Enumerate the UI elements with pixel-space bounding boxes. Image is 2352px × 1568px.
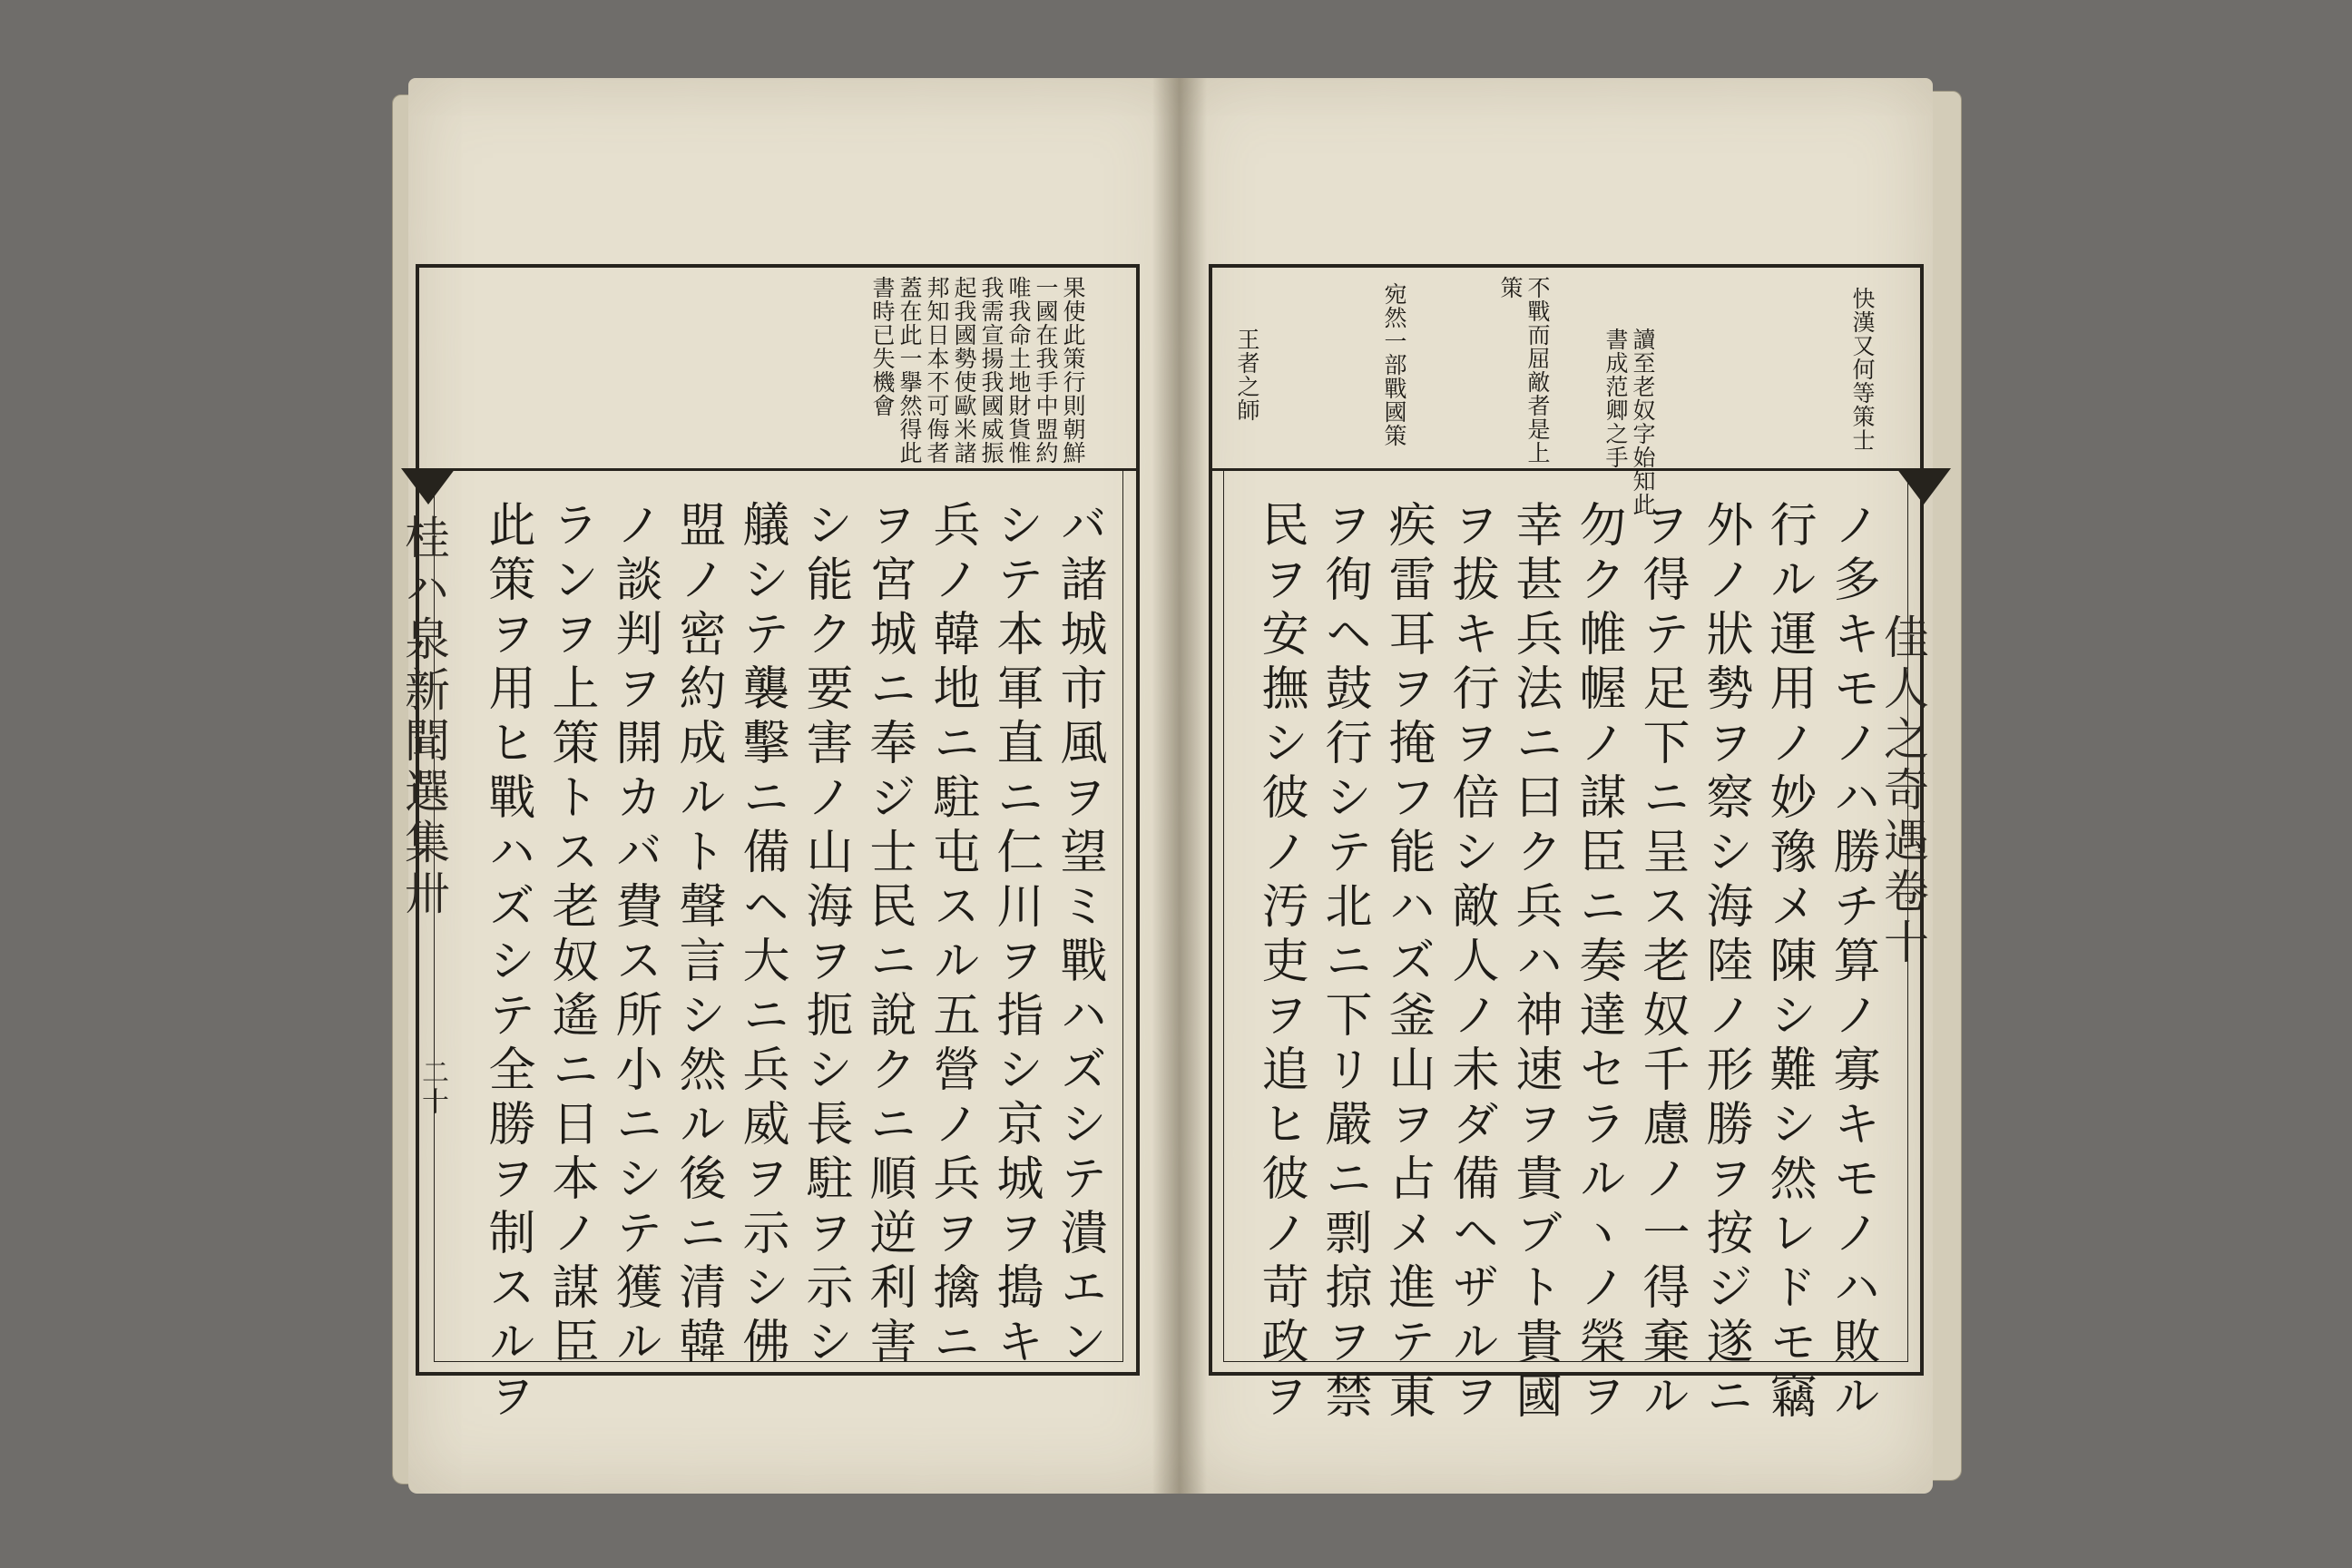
right-page — [1180, 78, 1933, 1494]
left-page — [397, 78, 1180, 1494]
left-text-column: ヲ宮城ニ奉ジ士民ニ說クニ順逆利害 — [861, 500, 916, 1371]
right-text-column: ノ多キモノハ勝チ算ノ寡キモノハ敗ル — [1825, 500, 1879, 1426]
right-head-note: 快漢又何等策士 — [1849, 287, 1876, 452]
left-text-column: 盟ノ密約成ルト聲言シ然ル後ニ清韓 — [671, 500, 725, 1371]
right-head-note: 策 — [1497, 276, 1524, 299]
left-text-column: 艤シテ襲擊ニ備ヘ大ニ兵威ヲ示シ佛 — [734, 500, 789, 1371]
left-head-note: 邦知日本不可侮者 — [924, 276, 950, 465]
right-head-note: 王者之師 — [1234, 328, 1260, 422]
left-text-column: 兵ノ韓地ニ駐屯スル五營ノ兵ヲ擒ニ — [925, 500, 979, 1371]
left-text-column: シ能ク要害ノ山海ヲ扼シ長駐ヲ示シ — [798, 500, 852, 1371]
right-margin-title: 佳人之奇遇卷十 — [1877, 613, 1929, 969]
right-text-column: 勿ク帷幄ノ謀臣ニ奏達セラルヽノ榮ヲ — [1571, 500, 1625, 1426]
left-text-column: 此策ヲ用ヒ戰ハズシテ全勝ヲ制スルヲ — [480, 500, 534, 1426]
left-text-column: ランヲ上策トス老奴遙ニ日本ノ謀臣 — [544, 500, 598, 1371]
book-gutter — [1152, 78, 1207, 1494]
right-head-note: 書成范卿之手 — [1602, 328, 1629, 469]
right-text-column: 疾雷耳ヲ掩フ能ハズ釜山ヲ占メ進テ東 — [1380, 500, 1435, 1426]
left-margin-title: 桂ハ泉新聞選集卅 — [397, 514, 450, 920]
left-fishtail-mark — [401, 468, 456, 514]
left-head-note: 一國在我手中盟約 — [1033, 276, 1059, 465]
right-fishtail-mark — [1896, 468, 1951, 514]
right-head-note: 不戰而屈敵者是上 — [1524, 276, 1551, 465]
left-text-column: バ諸城市風ヲ望ミ戰ハズシテ潰エン — [1052, 500, 1106, 1371]
left-text-column: ノ談判ヲ開カバ費ス所小ニシテ獲ル — [607, 500, 662, 1371]
left-text-column: シテ本軍直ニ仁川ヲ指シ京城ヲ搗キ — [988, 500, 1043, 1371]
left-head-note: 果使此策行則朝鮮 — [1060, 276, 1086, 465]
right-text-column: 幸甚兵法ニ曰ク兵ハ神速ヲ貴ブト貴國 — [1507, 500, 1562, 1426]
right-text-column: 外ノ狀勢ヲ察シ海陸ノ形勝ヲ按ジ遂ニ — [1698, 500, 1752, 1426]
left-head-note: 起我國勢使歐米諸 — [951, 276, 977, 465]
left-head-note: 書時已失機會 — [869, 276, 896, 417]
right-text-column: ヲ拔キ行ヲ倍シ敵人ノ未ダ備ヘザルヲ — [1444, 500, 1498, 1426]
left-folio: 二十 — [416, 1058, 448, 1116]
right-text-column: ヲ徇ヘ鼓行シテ北ニ下リ嚴ニ剽掠ヲ禁 — [1317, 500, 1371, 1426]
right-head-note: 宛然一部戰國策 — [1381, 282, 1407, 447]
right-text-column: 行ル運用ノ妙豫メ陳シ難シ然レドモ竊 — [1761, 500, 1816, 1426]
right-head-note: 讀至老奴字始知此 — [1630, 328, 1656, 516]
left-head-note: 我需宣揚我國威振 — [978, 276, 1004, 465]
right-text-column: 民ヲ安撫シ彼ノ汚吏ヲ追ヒ彼ノ苛政ヲ — [1253, 500, 1308, 1426]
left-head-note: 唯我命土地財貨惟 — [1005, 276, 1032, 465]
right-text-column: ヲ得テ足下ニ呈ス老奴千慮ノ一得棄ル — [1634, 500, 1689, 1426]
left-head-note: 蓋在此一擧然得此 — [897, 276, 923, 465]
